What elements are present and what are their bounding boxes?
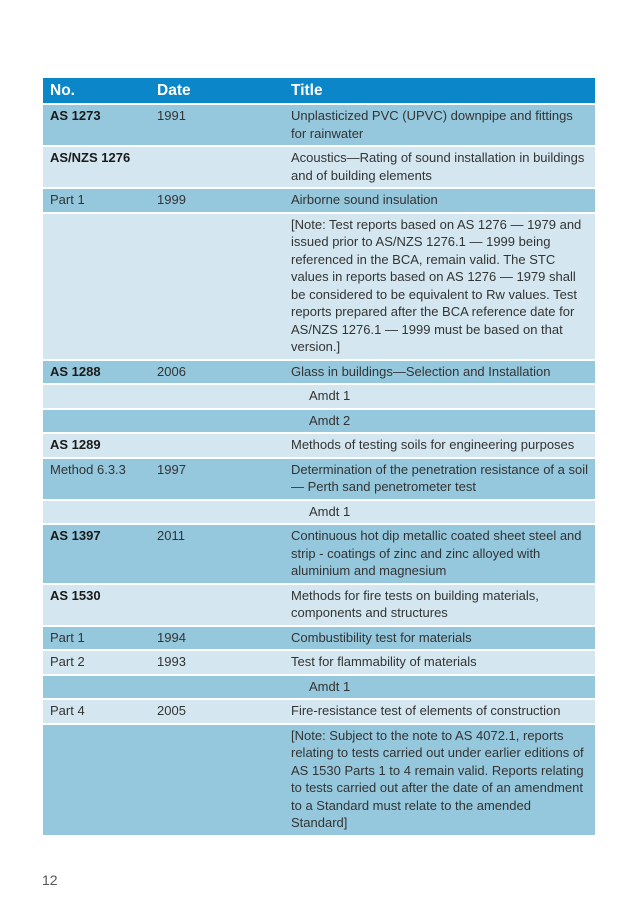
cell-title: Combustibility test for materials [291,629,472,645]
cell-date: 2011 [157,528,185,543]
cell-no: Part 4 [50,703,85,718]
cell-date [157,216,291,356]
cell-title: [Note: Subject to the note to AS 4072.1, reports relating to tests carried out under earlier editions of AS 1530 Parts 1 to 4 remain valid. Reports relating to tests carried out after the date of an amendment to a Standard must relate to the amended Standard] [291,727,584,830]
table-row [43,147,595,187]
cell-date: 1994 [157,629,186,645]
cell-date [157,412,291,430]
cell-no: Part 2 [50,654,85,669]
table-row [43,700,595,723]
table-row [43,585,595,625]
cell-no [43,503,157,521]
cell-title: Amdt 1 [309,503,351,519]
table-body [43,105,595,835]
cell-date: 1999 [157,192,186,207]
table-header [43,78,595,103]
page-number: 12 [42,872,58,888]
cell-no: Method 6.3.3 [50,461,126,477]
cell-title: Methods of testing soils for engineering purposes [291,437,575,452]
table-row [43,410,595,433]
table-row [43,459,595,499]
cell-no [43,387,157,405]
standards-table [43,78,595,837]
cell-date: 2006 [157,363,186,379]
cell-no: AS 1530 [50,587,101,603]
cell-date: 1997 [157,461,186,477]
cell-date: 2005 [157,703,186,718]
cell-date [157,678,291,696]
cell-no [43,412,157,430]
table-row [43,385,595,408]
cell-no [43,216,157,356]
cell-title: Acoustics—Rating of sound installation in buildings and of building elements [291,150,585,183]
cell-date [157,436,291,454]
table-row [43,189,595,212]
cell-title: Amdt 2 [309,412,351,428]
cell-no [43,678,157,696]
cell-date [157,727,291,832]
cell-date: 1991 [157,108,186,123]
table-row [43,651,595,674]
table-row [43,501,595,524]
cell-title: Determination of the penetration resistance of a soil — Perth sand penetrometer test [291,461,589,494]
cell-no: AS 1273 [50,108,101,123]
cell-no: AS/NZS 1276 [50,150,131,165]
header-no: No. [50,81,75,99]
cell-no: AS 1288 [50,363,101,379]
cell-no: AS 1397 [50,528,101,543]
cell-title: Unplasticized PVC (UPVC) downpipe and fittings for rainwater [291,108,573,141]
table-row [43,627,595,650]
cell-title: Amdt 1 [309,388,351,403]
header-date: Date [157,81,191,99]
cell-date [157,587,291,622]
cell-title: Methods for fire tests on building materials, components and structures [291,587,539,620]
cell-title: Fire-resistance test of elements of construction [291,703,561,718]
table-row [43,214,595,359]
cell-title: Continuous hot dip metallic coated sheet steel and strip - coatings of zinc and zinc alloyed with aluminium and magnesium [291,528,582,578]
cell-no: Part 1 [50,629,85,645]
cell-title: Glass in buildings—Selection and Installation [291,363,551,379]
table-row [43,676,595,699]
cell-no [43,727,157,832]
cell-title: Test for flammability of materials [291,654,477,669]
cell-date [157,149,291,184]
cell-date: 1993 [157,654,186,669]
table-row [43,105,595,145]
cell-title: [Note: Test reports based on AS 1276 — 1979 and issued prior to AS/NZS 1276.1 — 1999 being referenced in the BCA, remain valid. The STC values in reports based on AS 1276 — 1979 shall be considered to be equivalent to Rw values. Test reports prepared after the BCA reference date for AS/NZS 1276.1 — 1999 must be based on that version.] [291,216,582,354]
cell-title: Airborne sound insulation [291,192,438,207]
cell-date [157,387,291,405]
cell-no: AS 1289 [50,437,101,452]
header-title: Title [291,81,323,99]
cell-date [157,503,291,521]
cell-title: Amdt 1 [309,678,351,694]
cell-no: Part 1 [50,192,85,207]
table-row [43,361,595,384]
table-row [43,434,595,457]
table-row [43,525,595,583]
table-row [43,725,595,835]
